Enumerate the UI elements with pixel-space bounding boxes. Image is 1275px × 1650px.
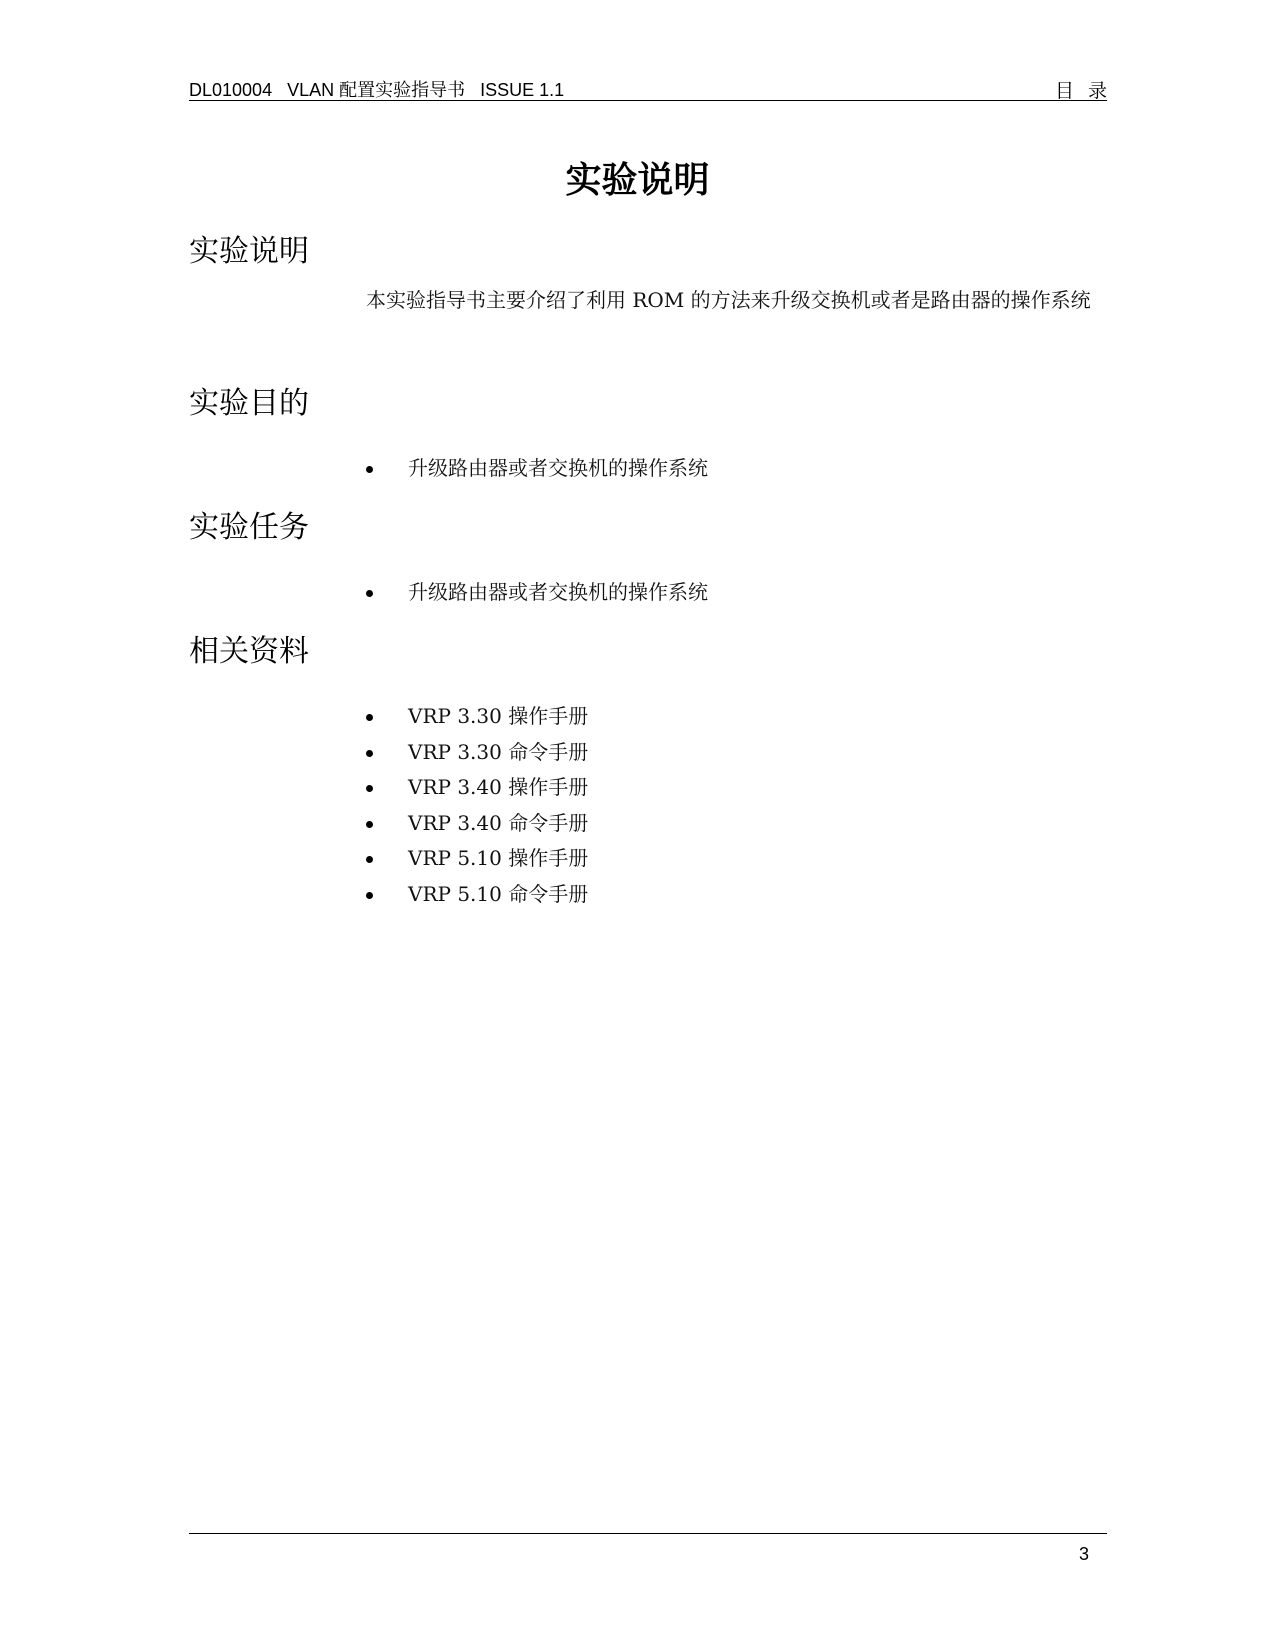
page-header [189,72,1121,102]
list-item-text: VRP 3.30 操作手册 [408,704,589,728]
list-item-text: VRP 3.40 操作手册 [408,775,589,799]
page-title: 实验说明 [565,160,710,201]
bullet-icon [366,590,373,597]
bullet-icon [366,856,373,863]
bullet-icon [366,466,373,473]
section-heading-description: 实验说明 [189,234,309,269]
bullet-icon [366,750,373,757]
section-description-paragraph: 本实验指导书主要介绍了利用 ROM 的方法来升级交换机或者是路由器的操作系统 [366,288,1091,312]
list-item-text: VRP 5.10 操作手册 [408,846,589,870]
list-item-text: 升级路由器或者交换机的操作系统 [408,456,708,480]
list-item-text: VRP 3.30 命令手册 [408,739,589,764]
page-number: 3 [1078,1544,1089,1564]
header-section-label: 目录 [1054,80,1121,102]
bullet-icon [366,821,373,828]
section-heading-objective: 实验目的 [189,386,309,421]
list-item-text: VRP 3.40 命令手册 [408,810,589,835]
list-item-text: 升级路由器或者交换机的操作系统 [408,580,708,604]
bullet-icon [366,714,373,721]
page-footer [189,1533,1107,1564]
bullet-icon [366,785,373,792]
section-heading-tasks: 实验任务 [189,510,309,545]
list-item-text: VRP 5.10 命令手册 [408,881,589,906]
header-document-info: DL010004 VLAN 配置实验指导书 ISSUE 1.1 [189,80,565,100]
section-heading-references: 相关资料 [189,634,309,669]
bullet-icon [366,892,373,899]
